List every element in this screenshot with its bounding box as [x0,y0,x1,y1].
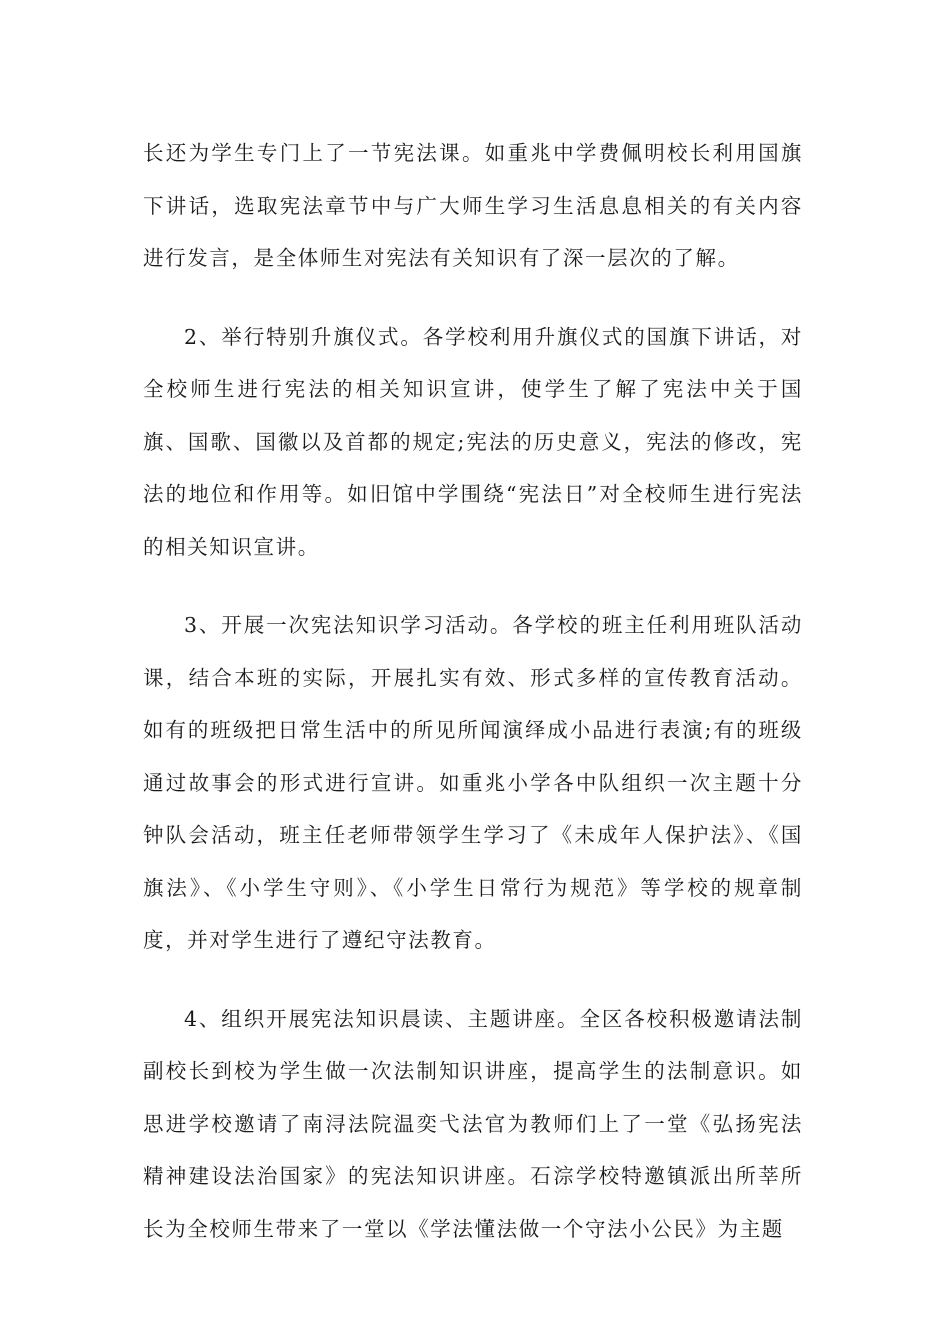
paragraph-item-4: 4、组织开展宪法知识晨读、主题讲座。全区各校积极邀请法制副校长到校为学生做一次法制知识讲座，提高学生的法制意识。如思进学校邀请了南浔法院温奕弋法官为教师们上了一堂《弘扬宪法精神建设法治国家》的宪法知识讲座。石淙学校特邀镇派出所莘所长为全校师生带来了一堂以《学法懂法做一个守法小公民》为主题 [143,1006,803,1241]
paragraph-item-3: 3、开展一次宪法知识学习活动。各学校的班主任利用班队活动课，结合本班的实际，开展扎实有效、形式多样的宣传教育活动。如有的班级把日常生活中的所见所闻演绎成小品进行表演;有的班级通过故事会的形式进行宣讲。如重兆小学各中队组织一次主题十分钟队会活动，班主任老师带领学生学习了《未成年人保护法》、《国旗法》、《小学生守则》、《小学生日常行为规范》等学校的规章制度，并对学生进行了遵纪守法教育。 [143,613,803,952]
document-body [143,127,803,1255]
paragraph-continuation: 长还为学生专门上了一节宪法课。如重兆中学费佩明校长利用国旗下讲话，选取宪法章节中与广大师生学习生活息息相关的有关内容进行发言，是全体师生对宪法有关知识有了深一层次的了解。 [143,141,803,270]
paragraph-item-2: 2、举行特别升旗仪式。各学校利用升旗仪式的国旗下讲话，对全校师生进行宪法的相关知识宣讲，使学生了解了宪法中关于国旗、国歌、国徽以及首都的规定;宪法的历史意义，宪法的修改，宪法的地位和作用等。如旧馆中学围绕“宪法日”对全校师生进行宪法的相关知识宣讲。 [143,324,803,559]
